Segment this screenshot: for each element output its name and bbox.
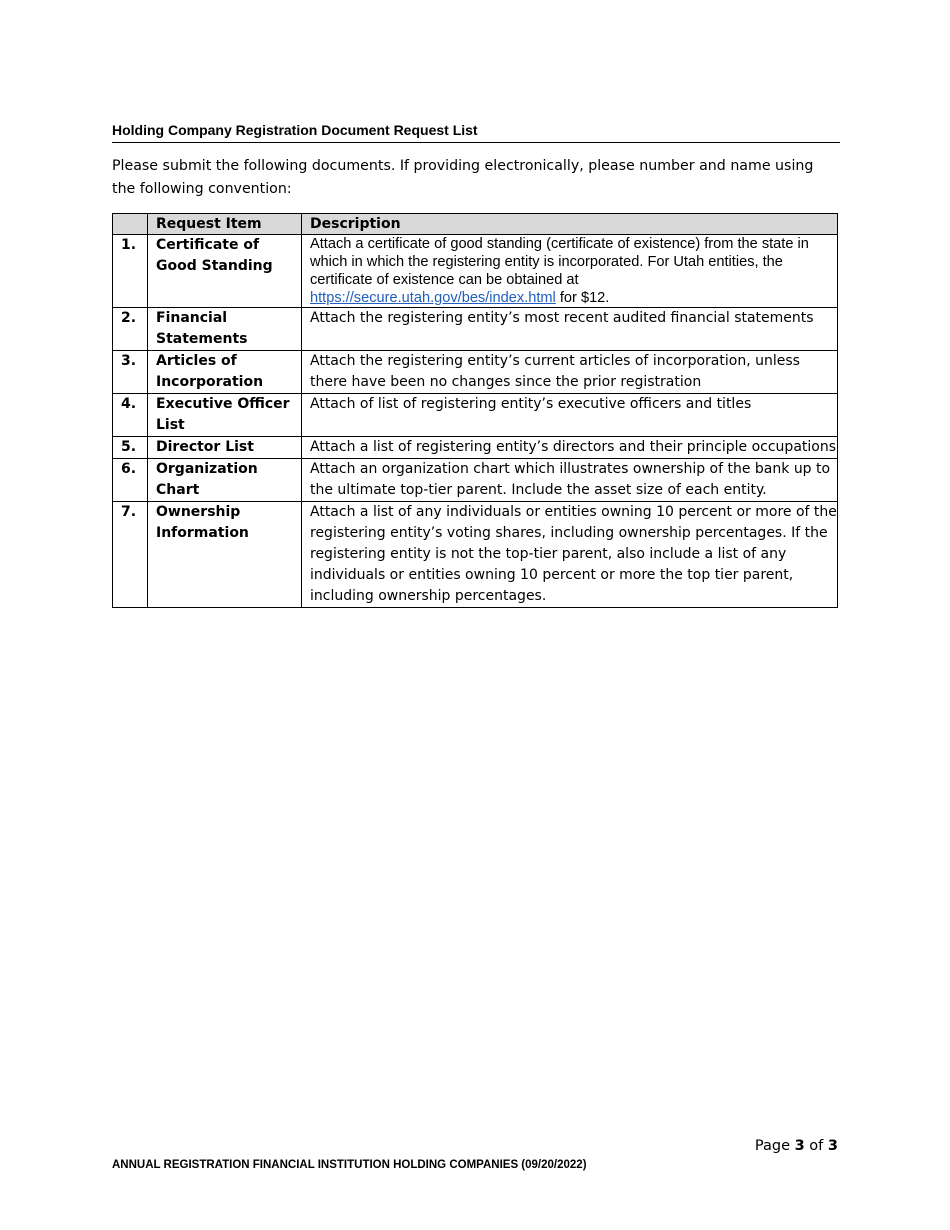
row-number: 5. — [113, 437, 148, 459]
intro-paragraph: Please submit the following documents. If providing electronically, please number and name using the following convention: — [112, 158, 814, 197]
document-heading: Holding Company Registration Document Request List — [112, 122, 840, 143]
row-number: 1. — [113, 235, 148, 308]
table-row — [113, 502, 838, 608]
page-number — [755, 1138, 838, 1154]
row-number: 6. — [113, 459, 148, 502]
row-number: 7. — [113, 502, 148, 608]
row-number: 4. — [113, 394, 148, 437]
header-number — [113, 214, 148, 235]
document-footer: ANNUAL REGISTRATION FINANCIAL INSTITUTION HOLDING COMPANIES (09/20/2022) — [112, 1159, 587, 1171]
request-table — [112, 213, 838, 608]
row-description: Attach the registering entity’s current articles of incorporation, unless there have been no changes since the prior registration — [302, 351, 838, 394]
row-item: Organization Chart — [148, 459, 302, 502]
table-row — [113, 351, 838, 394]
row-description: Attach the registering entity’s most recent audited financial statements — [302, 308, 838, 351]
page-separator: of — [804, 1138, 828, 1154]
row-item: Certificate of Good Standing — [148, 235, 302, 308]
row-number: 2. — [113, 308, 148, 351]
header-request-item: Request Item — [148, 214, 302, 235]
table-header-row — [113, 214, 838, 235]
row-item: Articles of Incorporation — [148, 351, 302, 394]
table-row — [113, 235, 838, 308]
row-description: Attach a list of registering entity’s directors and their principle occupations — [302, 437, 838, 459]
row-description: Attach of list of registering entity’s executive officers and titles — [302, 394, 838, 437]
utah-bes-link[interactable]: https://secure.utah.gov/bes/index.html — [310, 290, 556, 306]
page-current: 3 — [794, 1138, 805, 1154]
table-row — [113, 308, 838, 351]
header-description: Description — [302, 214, 838, 235]
row-item: Financial Statements — [148, 308, 302, 351]
table-row — [113, 459, 838, 502]
row-item: Ownership Information — [148, 502, 302, 608]
row-description: Attach a list of any individuals or entities owning 10 percent or more of the registering entity’s voting shares, including ownership percentages. If the registering entity is not the top-tier parent, also include a list of any individuals or entities owning 10 percent or more the top tier parent, including ownership percentages. — [302, 502, 838, 608]
row-item: Executive Officer List — [148, 394, 302, 437]
row-description — [302, 235, 838, 308]
table-row — [113, 437, 838, 459]
row-number: 3. — [113, 351, 148, 394]
page-total: 3 — [827, 1138, 838, 1154]
table-row — [113, 394, 838, 437]
row-description-text: Attach a certificate of good standing (certificate of existence) from the state in which in which the registering entity is incorporated. For Utah entities, the certificate of existence can be obtained at — [310, 236, 809, 288]
row-description-suffix: for $12. — [555, 290, 610, 306]
row-item: Director List — [148, 437, 302, 459]
page-prefix: Page — [754, 1138, 795, 1154]
row-description: Attach an organization chart which illustrates ownership of the bank up to the ultimate top-tier parent. Include the asset size of each entity. — [302, 459, 838, 502]
